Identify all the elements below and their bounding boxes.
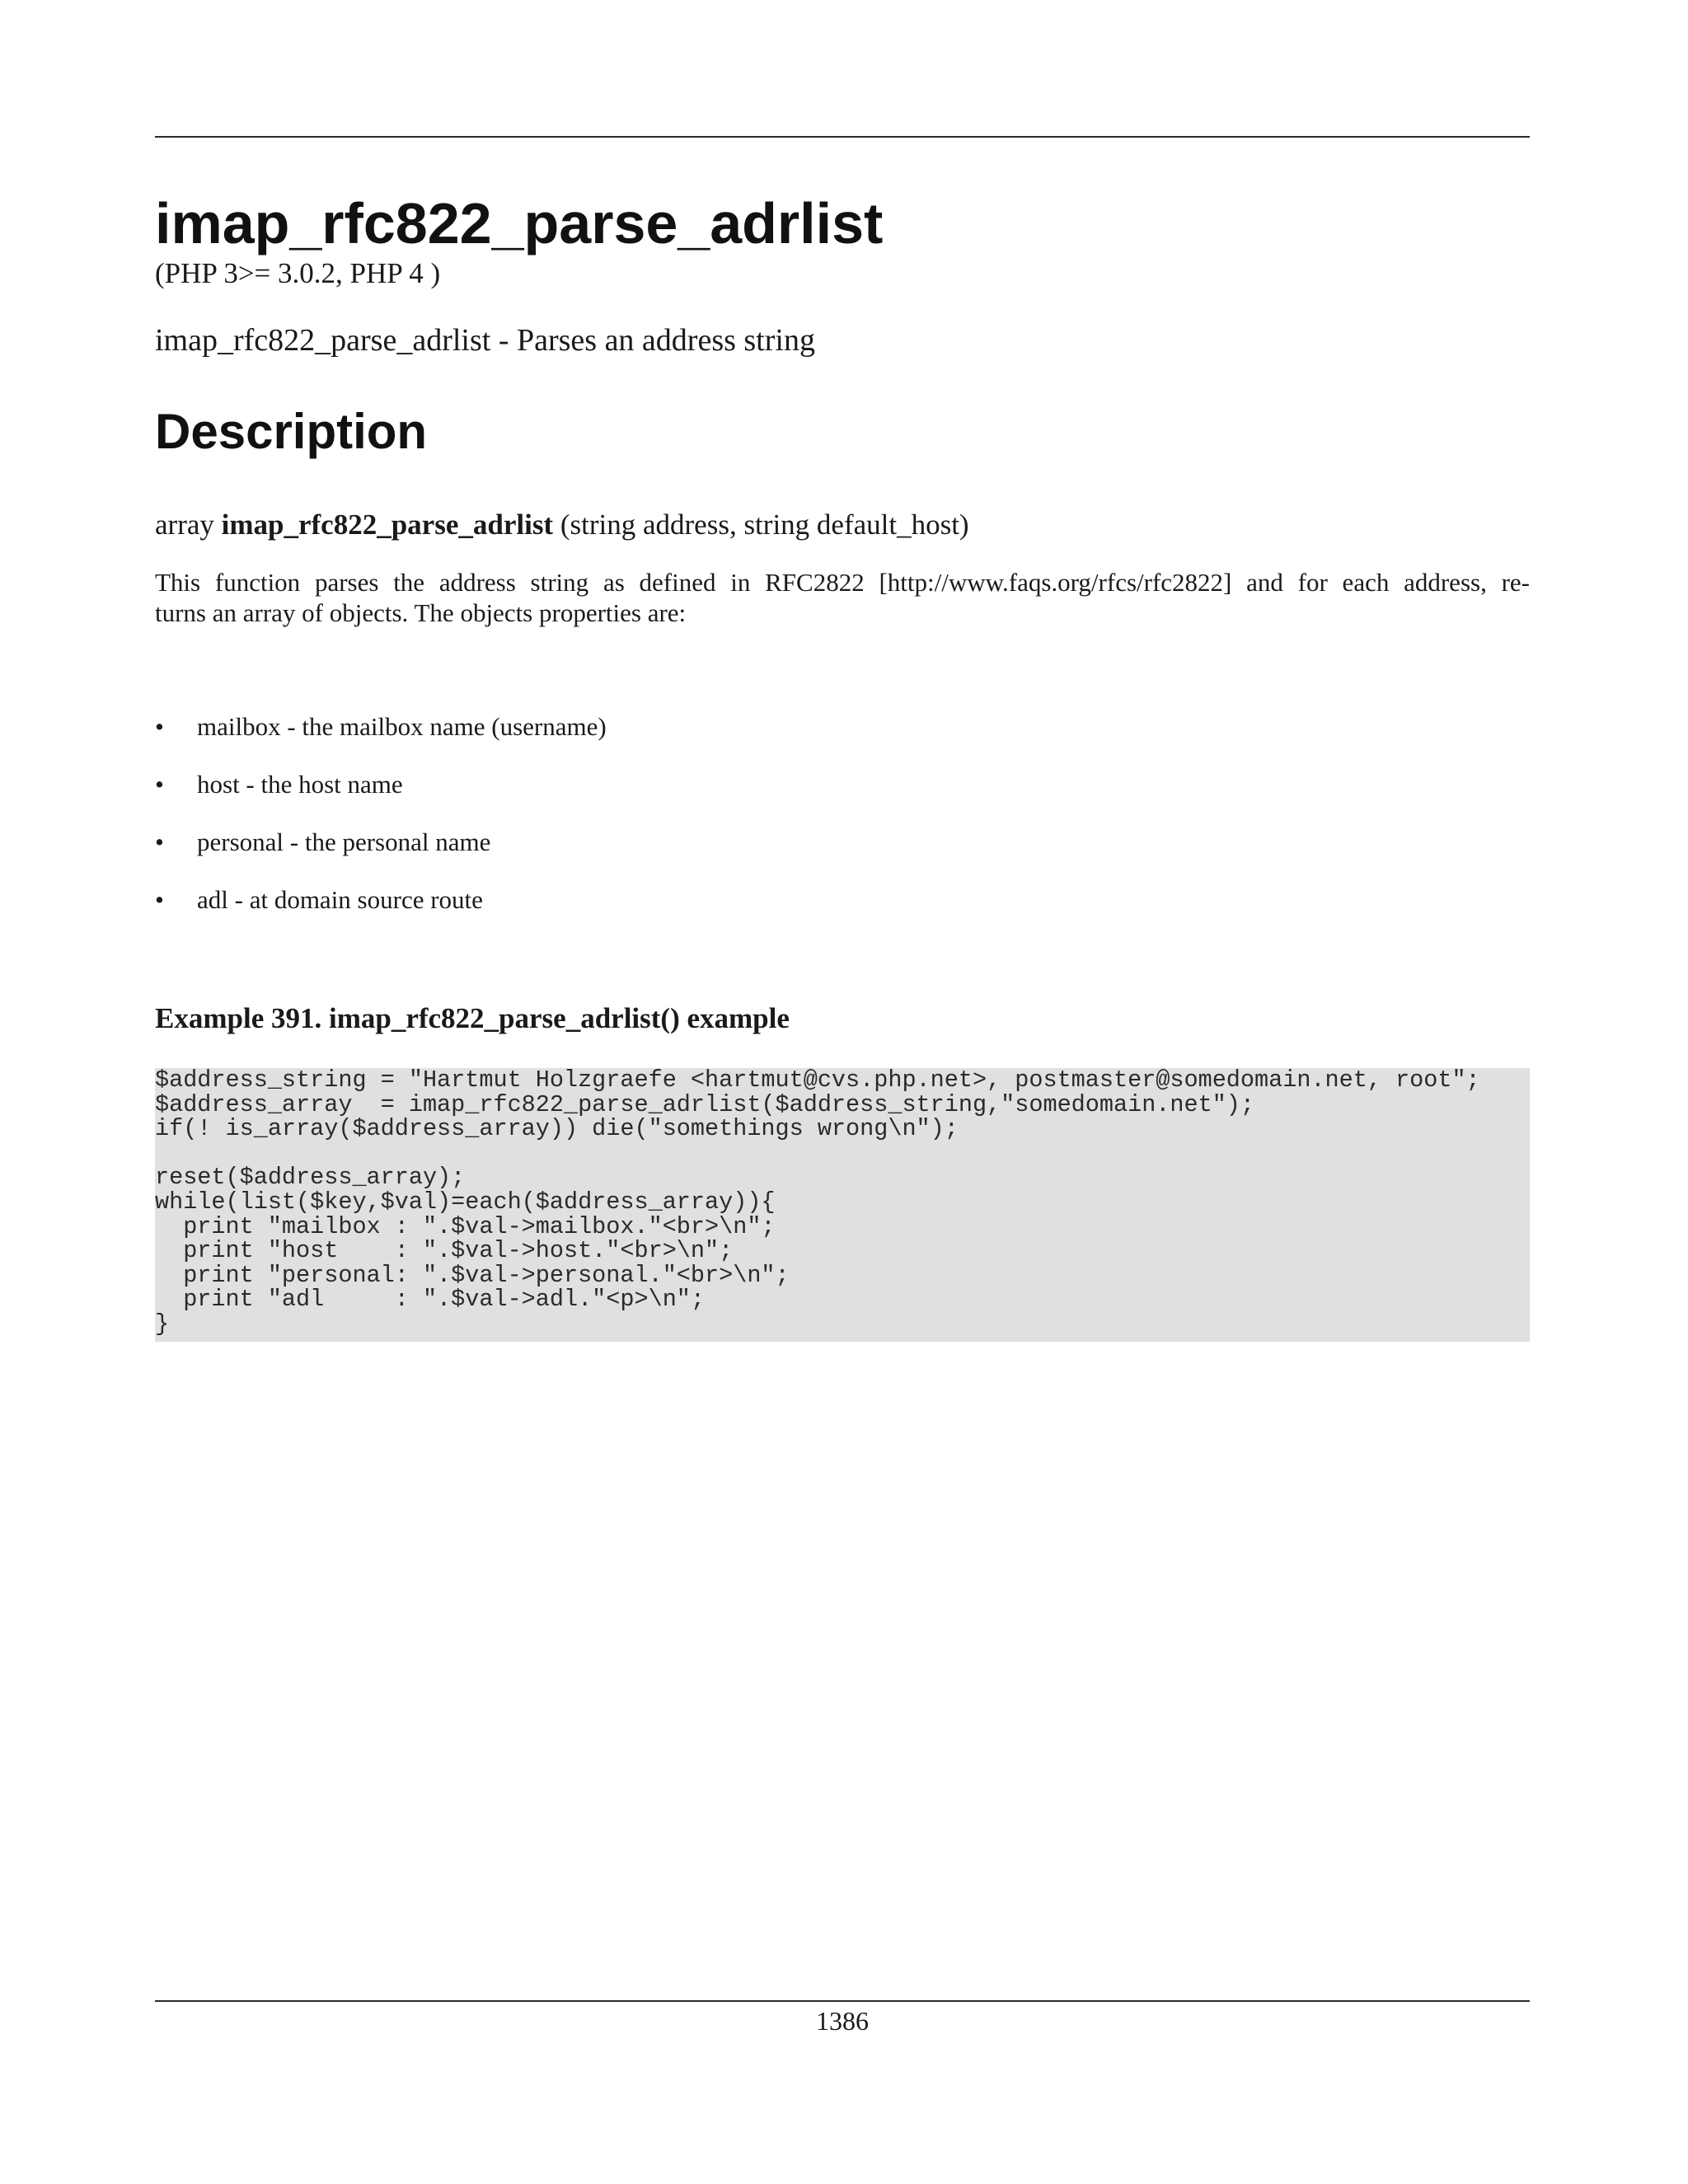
list-item-text: adl - at domain source route: [197, 885, 483, 914]
list-item-text: personal - the personal name: [197, 827, 491, 856]
description-heading: Description: [155, 404, 428, 459]
description-paragraph: [155, 567, 1530, 628]
bullet-icon: •: [155, 770, 164, 799]
ref-purpose: imap_rfc822_parse_adrlist - Parses an address string: [155, 323, 815, 358]
bullet-icon: •: [155, 827, 164, 856]
synopsis-function-name: imap_rfc822_parse_adrlist: [221, 509, 554, 541]
example-title: Example 391. imap_rfc822_parse_adrlist() example: [155, 1002, 790, 1034]
header-rule: [155, 136, 1530, 138]
page-number: 1386: [816, 2006, 869, 2036]
list-item-text: host - the host name: [197, 770, 403, 799]
paragraph-line-2: turns an array of objects. The objects properties are:: [155, 598, 687, 627]
synopsis-return-type: array: [155, 509, 214, 541]
list-item-text: mailbox - the mailbox name (username): [197, 712, 607, 741]
bullet-icon: •: [155, 712, 164, 741]
synopsis-params: (string address, string default_host): [560, 509, 969, 541]
bullet-icon: •: [155, 885, 164, 914]
code-block: $address_string = "Hartmut Holzgraefe <hartmut@cvs.php.net>, postmaster@somedomain.net, root"; $address_array = imap_rfc822_parse_adrlist($address_string,"somedomain.net"); if(! is_array($address_array)) die("somethings wrong\n"); reset($address_array); while(list($key,$val)=each($address_array)){ print "mailbox : ".$val->mailbox."<br>\n"; print "host : ".$val->host."<br>\n"; print "personal: ".$val->personal."<br>\n"; print "adl : ".$val->adl."<p>\n"; }: [155, 1068, 1530, 1342]
paragraph-line-1: This function parses the address string as defined in RFC2822 [http://www.faqs.org/rfcs/rfc2822] and for each address, re-: [155, 568, 1530, 597]
function-synopsis: [155, 506, 969, 544]
page-title: imap_rfc822_parse_adrlist: [155, 191, 884, 255]
document-page: [155, 0, 1530, 2184]
version-info: (PHP 3>= 3.0.2, PHP 4 ): [155, 257, 441, 289]
